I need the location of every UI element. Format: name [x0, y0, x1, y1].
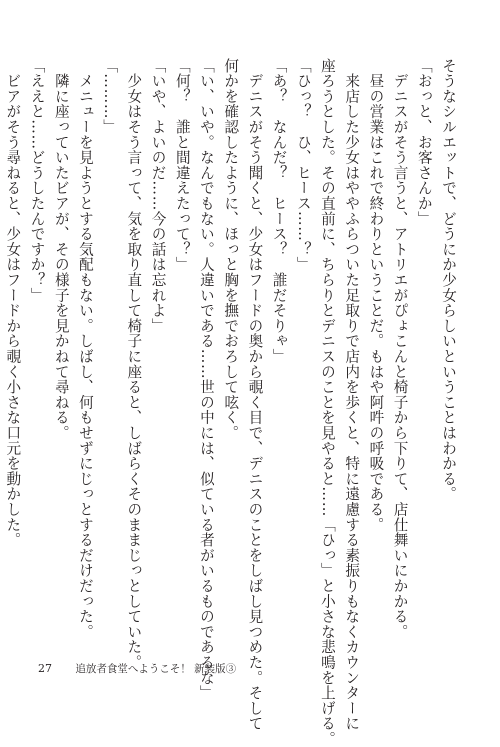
text-line: デニスがそう聞くと、少女はフードの奥から覗く目で、デニスのことをしばし見つめた。そして	[246, 58, 264, 732]
text-line: 「ええと……どうしたんですか？」	[28, 58, 46, 303]
text-line: 何かを確認したように、ほっと胸を撫でおろして呟く。	[222, 58, 240, 441]
text-line: 少女はそう言って、気を取り直して椅子に座ると、しばらくそのままじっとしていた。	[125, 58, 143, 670]
text-line: 「何？ 誰と間違えたって？」	[173, 58, 191, 273]
text-line: 「おっと、お客さんか」	[415, 58, 433, 227]
page-footer	[38, 661, 236, 676]
text-line: 座ろうとした。その直前に、ちらりとデニスのことを見やると……「ひっ」と小さな悲鳴を上げる。	[318, 58, 336, 747]
text-line: 「い、いや。なんでもない。人違いである……世の中には、似ている者がいるものであるな」	[197, 58, 215, 701]
text-line: そうなシルエットで、どうにか少女らしいということはわかる。	[440, 58, 457, 502]
text-line: 来店した少女はややふらついた足取りで店内を歩くと、特に遠慮する素振りもなくカウンターに	[343, 58, 361, 732]
text-line: 「いや、よいのだ……今の話は忘れよ」	[149, 58, 167, 334]
text-line: 隣に座っていたビアが、その様子を見かねて尋ねる。	[52, 58, 70, 441]
text-line: 「………」	[101, 58, 119, 135]
text-line: 「あ？ なんだ？ ヒース？ 誰だそりゃ」	[270, 58, 288, 364]
text-line: 昼の営業はこれで終わりということだ。もはや阿吽の呼吸である。	[367, 58, 385, 533]
text-line: 「ひっ？ ひ、ヒース……？」	[294, 58, 312, 273]
page-number: 27	[38, 662, 52, 675]
text-line: デニスがそう言うと、アトリエがぴょこんと椅子から下りて、店仕舞いにかかる。	[391, 58, 409, 640]
text-line: ビアがそう尋ねると、少女はフードから覗く小さな口元を動かした。	[4, 58, 22, 548]
text-line: メニューを見ようとする気配もない。しばし、何もせずにじっとするだけだった。	[76, 58, 94, 640]
book-title: 追放者食堂へようこそ！ 新装版③	[75, 663, 237, 675]
